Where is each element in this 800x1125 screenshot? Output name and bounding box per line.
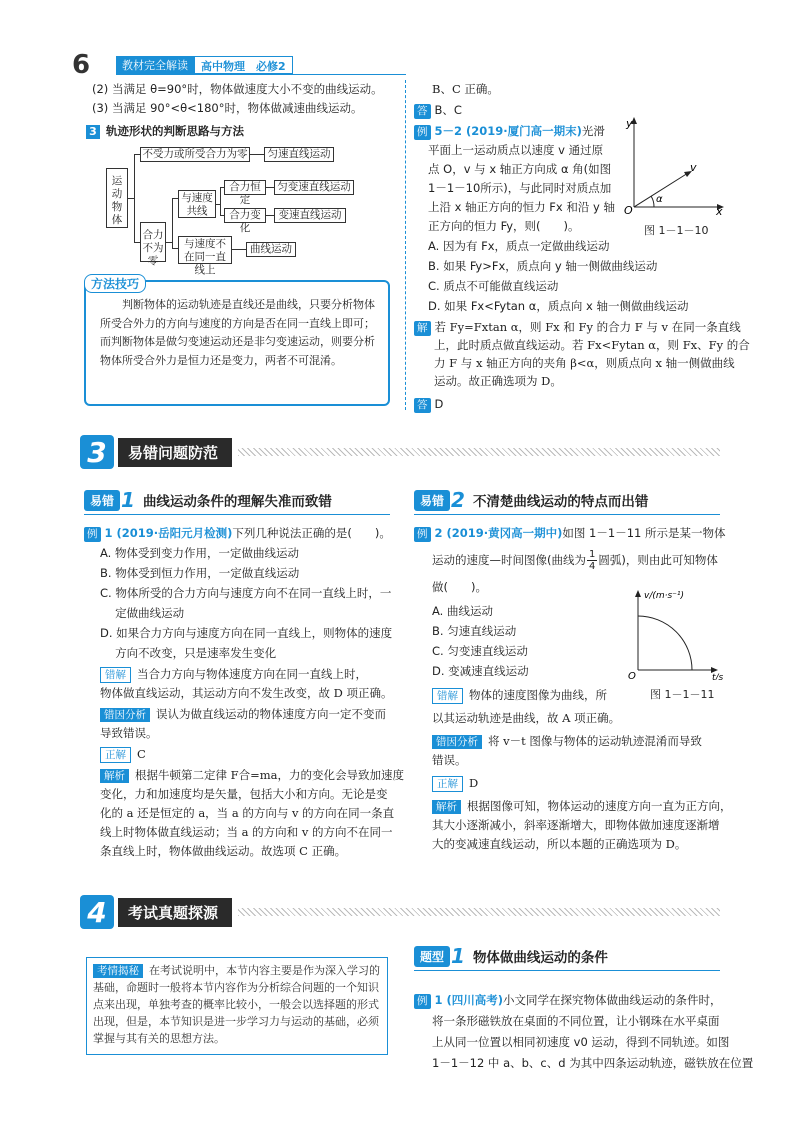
text-line: 圆弧)，则由此可知物体 xyxy=(598,553,718,567)
option-b: B. 匀速直线运动 xyxy=(432,624,517,638)
example-badge: 例 xyxy=(414,527,431,542)
text-line: 1－1－12 中 a、b、c、d 为其中四条运动轨迹，磁铁放在位置 xyxy=(432,1056,754,1070)
tips-text: 判断物体的运动轨迹是直线还是曲线，只要分析物体所受合外力的方向与速度的方向是否在同一直线上即可；而判断物体是做匀变速运动还是非匀变速运动，则要分析物体所受合外力是恒力还是变力，两者不可混淆。 xyxy=(100,298,375,367)
error-2-solution xyxy=(432,686,732,854)
text-line: 做( )。 xyxy=(432,580,487,594)
flow-collinear: 与速度共线 xyxy=(178,190,216,218)
text-line: 其大小逐渐减小，斜率逐渐增大，即物体做加速度逐渐增 xyxy=(432,818,720,832)
svg-text:v: v xyxy=(690,161,697,174)
section-number: 3 xyxy=(86,125,100,139)
example-badge: 例 xyxy=(84,527,101,542)
example-id: 5－2 (2019·厦门高一期末) xyxy=(434,124,582,138)
text-line: 运动的速度—时间图像(曲线为 xyxy=(432,553,586,567)
text-line: 大的变减速直线运动，所以本题的正确选项为 D。 xyxy=(432,837,687,851)
option-d: D. 如果 Fx<Fytan α，质点向 x 轴一侧做曲线运动 xyxy=(428,299,689,313)
solution-block xyxy=(414,318,750,390)
figure-1-1-10 xyxy=(618,115,728,215)
answer-badge: 答 xyxy=(414,398,431,413)
svg-text:O: O xyxy=(624,204,633,215)
heading-rule xyxy=(84,514,390,515)
heading-rule xyxy=(414,970,720,971)
book-header xyxy=(116,56,293,74)
text-line: 化的 a 还是恒定的 a，当 a 的方向与 v 的方向在同一条直 xyxy=(100,806,395,820)
text-line: 线上时物体做直线运动；当 a 的方向和 v 的方向不在同一 xyxy=(100,825,393,839)
error-title: 曲线运动条件的理解失准而致错 xyxy=(142,494,332,510)
page-number: 6 xyxy=(72,50,91,80)
option-a: A. 曲线运动 xyxy=(432,604,493,618)
flow-root: 运动物体 xyxy=(106,168,128,228)
error-cause-label: 错因分析 xyxy=(432,735,482,749)
answer-badge: 答 xyxy=(414,104,431,119)
text-line: 光滑 xyxy=(581,124,605,138)
banner-number: 4 xyxy=(80,895,114,929)
example-id: 2 (2019·黄冈高一期中) xyxy=(434,526,563,540)
flow-curvilinear: 曲线运动 xyxy=(246,242,296,257)
example-badge: 例 xyxy=(414,994,431,1009)
text-line: 变化，力和加速度均是矢量，包括大小和方向。无论是变 xyxy=(100,787,388,801)
error-tag: 易错 xyxy=(414,490,450,511)
error-number: 2 xyxy=(451,488,465,512)
flow-uniform-linear: 匀速直线运动 xyxy=(264,147,334,162)
option-b: B. 如果 Fy>Fx，质点向 y 轴一侧做曲线运动 xyxy=(428,259,658,273)
text-line: 根据牛顿第二定律 F合=ma，力的变化会导致加速度 xyxy=(135,768,405,782)
text-line: 将 v－t 图像与物体的运动轨迹混淆而导致 xyxy=(488,734,702,748)
error-tag: 易错 xyxy=(84,490,120,511)
correct-answer-label: 正解 xyxy=(100,747,131,763)
banner-hatch xyxy=(238,908,720,916)
type-title: 物体做曲线运动的条件 xyxy=(472,950,608,966)
flow-no-force: 不受力或所受合力为零 xyxy=(140,147,250,162)
text-line: 根据图像可知，物体运动的速度方向一直为正方向， xyxy=(467,799,732,813)
wrong-answer-label: 错解 xyxy=(432,688,463,704)
svg-text:x: x xyxy=(716,205,723,215)
example-heading xyxy=(414,122,605,141)
book-subject-tag: 高中物理 必修2 xyxy=(194,56,293,74)
correct-answer-value: C xyxy=(137,747,146,761)
text-line: B、C 正确。 xyxy=(432,82,499,96)
section-title: 轨迹形状的判断思路与方法 xyxy=(106,124,244,138)
type-1-body xyxy=(414,990,753,1074)
text-line: 若 Fy=Fxtan α，则 Fx 和 Fy 的合力 F 与 v 在同一条直线 xyxy=(434,320,741,334)
svg-text:y: y xyxy=(626,117,633,130)
option-c-cont: 定做曲线运动 xyxy=(100,606,185,620)
answer-value: B、C xyxy=(434,103,462,117)
wrong-answer-label: 错解 xyxy=(100,667,131,683)
banner-number: 3 xyxy=(80,435,114,469)
solution-badge: 解 xyxy=(414,321,431,336)
text-line: 物体做直线运动，其运动方向不发生改变，故 D 项正确。 xyxy=(100,686,393,700)
fraction xyxy=(587,549,597,572)
exam-insight-label: 考情揭秘 xyxy=(93,964,143,978)
answer-value: D xyxy=(434,397,444,411)
fraction-numerator: 1 xyxy=(589,549,596,560)
text-line: 力 F 与 x 轴正方向的夹角 β<α，则质点向 x 轴一侧做曲线 xyxy=(434,356,735,370)
text-line: 上沿 x 轴正方向的恒力 Fx 和沿 y 轴 xyxy=(428,200,615,214)
analysis-label: 解析 xyxy=(100,769,129,783)
banner-hatch xyxy=(238,448,720,456)
error-2-heading xyxy=(414,488,648,512)
error-1-body xyxy=(84,524,404,861)
example-body xyxy=(428,141,615,236)
correct-answer-label: 正解 xyxy=(432,776,463,792)
text-line: 小文同学在探究物体做曲线运动的条件时， xyxy=(503,993,722,1007)
error-number: 1 xyxy=(121,488,135,512)
exam-insight-box xyxy=(86,957,388,1055)
error-cause-label: 错因分析 xyxy=(100,708,150,722)
text-line: (2) 当满足 θ=90°时，物体做速度大小不变的曲线运动。 xyxy=(92,82,383,96)
text-line: 上，此时质点做直线运动。若 Fx<Fytan α，则 Fx、Fy 的合 xyxy=(434,338,750,352)
flow-not-collinear: 与速度不在同一直线上 xyxy=(178,236,232,264)
option-d: D. 如果合力方向与速度方向在同一直线上，则物体的速度 xyxy=(100,626,393,640)
section-heading xyxy=(86,122,244,141)
option-d: D. 变减速直线运动 xyxy=(432,664,529,678)
text-line: 物体的速度图像为曲线，所 xyxy=(469,688,607,702)
example-badge: 例 xyxy=(414,125,431,140)
question: 下列几种说法正确的是( )。 xyxy=(232,526,391,540)
y-axis-label: v/(m·s⁻¹) xyxy=(644,591,685,601)
tips-box xyxy=(84,280,390,406)
text-line: 错误。 xyxy=(432,753,467,767)
error-1-heading xyxy=(84,488,332,512)
banner-title: 易错问题防范 xyxy=(118,438,232,467)
text-line: 将一条形磁铁放在桌面的不同位置，让小钢珠在水平桌面 xyxy=(432,1014,720,1028)
text-line: 误认为做直线运动的物体速度方向一定不变而 xyxy=(156,707,386,721)
section-banner-3 xyxy=(80,436,720,468)
text-line: 导致错误。 xyxy=(100,726,158,740)
option-a: A. 因为有 Fx，质点一定做曲线运动 xyxy=(428,239,610,253)
text-line: 如图 1－1－11 所示是某一物体 xyxy=(562,526,726,540)
type-1-heading xyxy=(414,944,608,968)
column-divider xyxy=(405,80,406,410)
figure-caption: 图 1－1－10 xyxy=(644,224,709,237)
answer-row xyxy=(414,101,462,120)
option-d-cont: 方向不改变，只是速率发生变化 xyxy=(100,646,277,660)
text-line: 1－1－10所示)，与此同时对质点加 xyxy=(428,181,612,195)
exam-insight-text: 在考试说明中，本节内容主要是作为深入学习的基础，命题时一般将本节内容作为分析综合问题的一个知识点来出现，单独考查的概率比较小，一般会以选择题的形式出现，但是，本节知识是进一步学习力与运动的基础，必须掌握与其有关的思想方法。 xyxy=(93,964,380,1045)
flow-var-force: 合力变化 xyxy=(224,208,266,223)
correct-answer-value: D xyxy=(469,776,479,790)
figure-caption: 图 1－1－11 xyxy=(650,688,715,701)
type-tag: 题型 xyxy=(414,946,450,967)
x-axis-label: t/s xyxy=(712,673,724,680)
flow-const-force: 合力恒定 xyxy=(224,180,266,195)
flow-variable-linear: 变速直线运动 xyxy=(274,208,346,223)
error-title: 不清楚曲线运动的特点而出错 xyxy=(472,494,649,510)
figure-1-1-11 xyxy=(628,586,728,680)
fraction-denominator: 4 xyxy=(589,561,596,572)
text-line: 点 O，v 与 x 轴正方向成 α 角(如图 xyxy=(428,162,612,176)
option-b: B. 物体受到恒力作用，一定做直线运动 xyxy=(100,566,300,580)
flow-nonzero-force: 合力不为零 xyxy=(140,222,166,262)
header-rule xyxy=(116,74,406,75)
svg-text:α: α xyxy=(656,194,663,205)
option-list xyxy=(428,236,688,316)
heading-rule xyxy=(414,514,720,515)
text-line: 以其运动轨迹是曲线，故 A 项正确。 xyxy=(432,711,621,725)
flow-uniform-accel: 匀变速直线运动 xyxy=(274,180,354,195)
banner-title: 考试真题探源 xyxy=(118,898,232,927)
text-line: 条直线上时，物体做曲线运动。故选项 C 正确。 xyxy=(100,844,347,858)
type-number: 1 xyxy=(451,944,465,968)
option-c: C. 匀变速直线运动 xyxy=(432,644,528,658)
option-c: C. 质点不可能做直线运动 xyxy=(428,279,559,293)
example-id: 1 (四川高考) xyxy=(434,993,504,1007)
text-line: 当合力方向与物体速度方向在同一直线上时， xyxy=(137,667,367,681)
origin-label: O xyxy=(628,671,636,680)
example-id: 1 (2019·岳阳元月检测) xyxy=(104,526,233,540)
text-line: 平面上一运动质点以速度 v 通过原 xyxy=(428,143,604,157)
book-series-tag: 教材完全解读 xyxy=(116,56,194,74)
option-c: C. 物体所受的合力方向与速度方向不在同一直线上时，一 xyxy=(100,586,392,600)
text-line: 正方向的恒力 Fy，则( )。 xyxy=(428,219,580,233)
text-line: 运动。故正确选项为 D。 xyxy=(434,374,562,388)
analysis-label: 解析 xyxy=(432,800,461,814)
section-banner-4 xyxy=(80,896,720,928)
option-a: A. 物体受到变力作用，一定做曲线运动 xyxy=(100,546,299,560)
text-line: 上从同一位置以相同初速度 v0 运动，得到不同轨迹。如图 xyxy=(432,1035,730,1049)
answer-row xyxy=(414,395,443,414)
tips-title: 方法技巧 xyxy=(84,274,146,293)
text-line: (3) 当满足 90°<θ<180°时，物体做减速曲线运动。 xyxy=(92,101,363,115)
